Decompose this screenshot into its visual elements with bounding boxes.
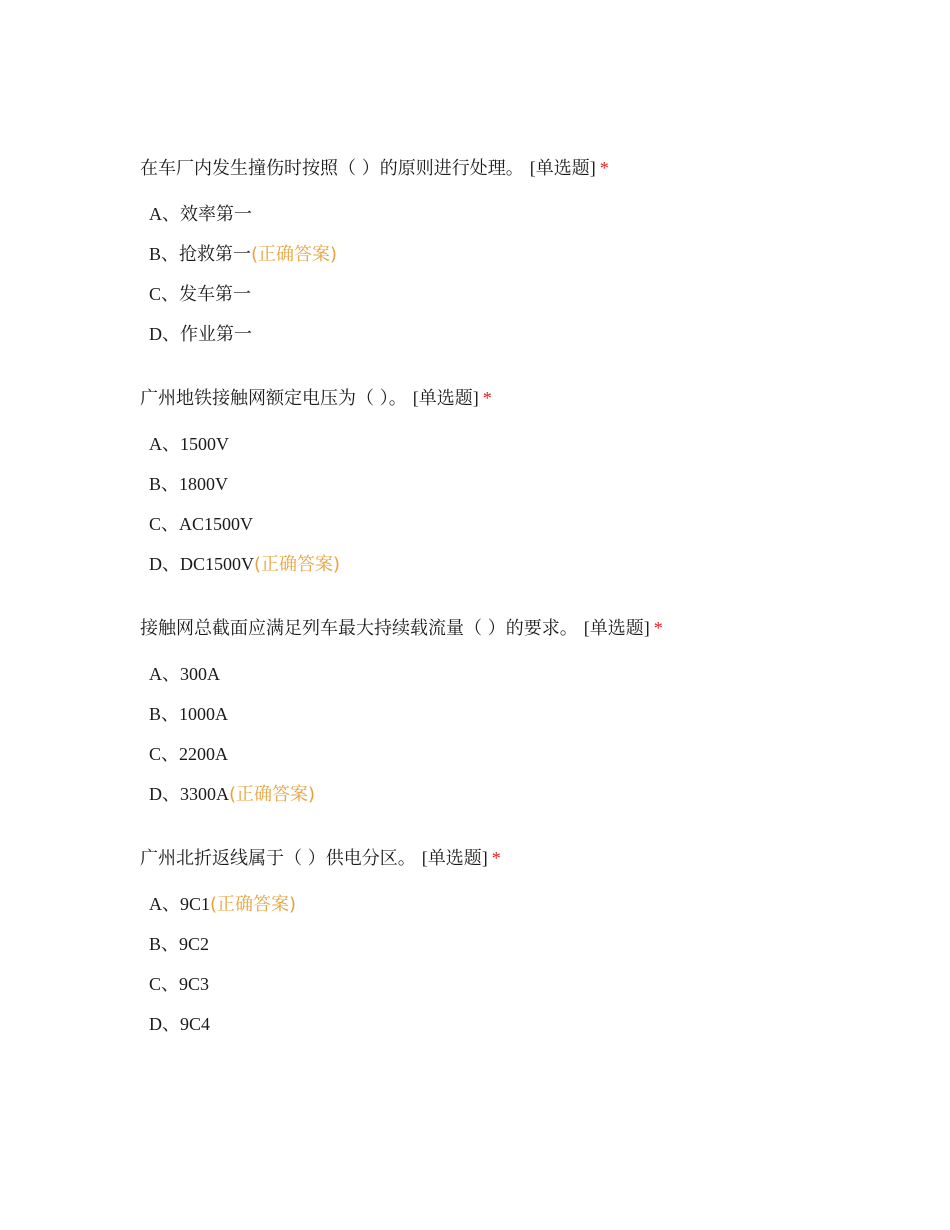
option-a [140,884,900,924]
option-letter: D、 [149,1014,180,1034]
option-text: 9C4 [180,1014,211,1034]
option-text: DC1500V [180,554,255,574]
option-letter: A、 [149,204,180,224]
option-c [140,274,900,314]
option-a [140,424,900,464]
option-letter: B、 [149,474,180,494]
option-b [140,694,900,734]
option-letter: C、 [149,284,180,304]
question-title [140,380,900,416]
correct-answer-tag: (正确答案) [229,784,316,805]
question-type: [单选题] [421,848,488,868]
option-text: 9C1 [180,894,211,914]
question-title [140,840,900,876]
option-text: 2200A [179,744,229,764]
option-letter: C、 [149,514,180,534]
option-d [140,314,900,354]
required-marker: * [599,158,609,178]
question-text: 广州北折返线属于（ ）供电分区。 [140,848,416,869]
option-text: 抢救第一 [179,244,252,265]
option-b [140,924,900,964]
question-text: 接触网总截面应满足列车最大持续载流量（ ）的要求。 [140,618,578,639]
question-title [140,610,900,646]
question-title [140,150,900,186]
option-letter: B、 [149,704,180,724]
option-letter: A、 [149,664,180,684]
option-b [140,234,900,274]
option-c [140,504,900,544]
required-marker: * [653,618,663,638]
option-letter: C、 [149,744,180,764]
option-d [140,1004,900,1044]
question-text: 广州地铁接触网额定电压为（ ）。 [140,388,407,409]
option-d [140,544,900,584]
required-marker: * [482,388,492,408]
option-letter: D、 [149,324,180,344]
option-a [140,654,900,694]
option-letter: D、 [149,784,180,804]
required-marker: * [491,848,501,868]
option-d [140,774,900,814]
option-letter: A、 [149,894,180,914]
option-text: 300A [180,664,220,684]
option-text: 发车第一 [179,284,252,305]
option-letter: B、 [149,244,180,264]
quiz-document [140,150,900,1070]
option-text: 作业第一 [180,324,252,345]
option-text: 1500V [180,434,229,454]
question-4 [140,840,900,1044]
option-text: 9C3 [179,974,210,994]
correct-answer-tag: (正确答案) [251,244,338,265]
option-text: 1800V [179,474,229,494]
option-text: 1000A [179,704,229,724]
option-c [140,734,900,774]
option-letter: A、 [149,434,180,454]
option-a [140,194,900,234]
option-letter: C、 [149,974,180,994]
question-type: [单选题] [583,618,650,638]
question-text: 在车厂内发生撞伤时按照（ ）的原则进行处理。 [140,158,524,179]
question-type: [单选题] [412,388,479,408]
option-letter: D、 [149,554,180,574]
option-c [140,964,900,1004]
option-text: 效率第一 [180,204,252,225]
option-text: 9C2 [179,934,210,954]
option-letter: B、 [149,934,180,954]
option-text: 3300A [180,784,229,804]
option-text: AC1500V [179,514,254,534]
question-1 [140,150,900,354]
option-b [140,464,900,504]
question-2 [140,380,900,584]
question-3 [140,610,900,814]
question-type: [单选题] [529,158,596,178]
correct-answer-tag: (正确答案) [210,894,297,915]
correct-answer-tag: (正确答案) [254,554,341,575]
